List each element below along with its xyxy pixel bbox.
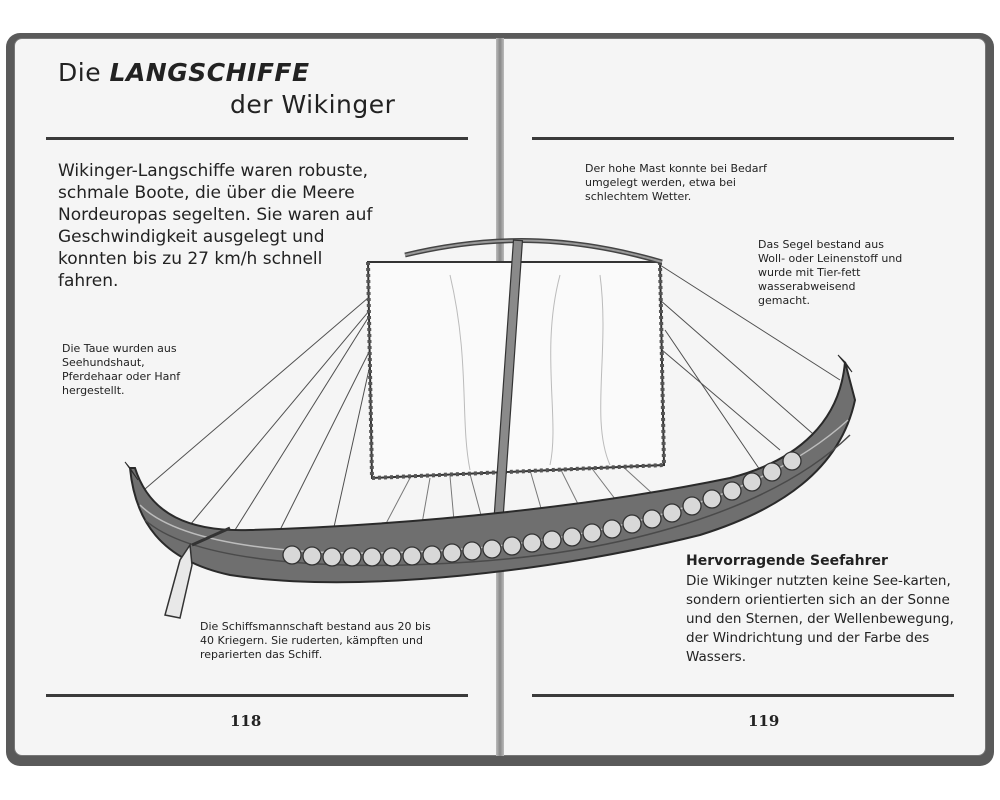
page-number-left: 118 [230,712,262,730]
intro-text: Wikinger-Langschiffe waren robuste, schmale Boote, die über die Meere Nordeuropas segelten. Sie waren auf Geschwindigkeit ausgelegt und konnten bis zu 27 km/h schnell fahren. [58,161,373,291]
sail-note: Das Segel bestand aus Woll- oder Leinenstoff und wurde mit Tier-fett wasserabweisend gemacht. [758,238,903,307]
page-title-line2: der Wikinger [230,90,396,119]
mast-note: Der hohe Mast konnte bei Bedarf umgelegt werden, etwa bei schlechtem Wetter. [585,162,767,203]
page-number-right: 119 [748,712,780,730]
section-body: Die Wikinger nutzten keine See-karten, sondern orientierten sich an der Sonne und den Sternen, der Wellenbewegung, der Windrichtung und der Farbe des Wassers. [686,573,954,665]
page-title-line1: Die LANGSCHIFFE [58,58,310,87]
ropes-note: Die Taue wurden aus Seehundshaut, Pferdehaar oder Hanf hergestellt. [62,342,181,397]
crew-note: Die Schiffsmannschaft bestand aus 20 bis 40 Kriegern. Sie ruderten, kämpften und reparierten das Schiff. [200,620,431,661]
section-heading: Hervorragende Seefahrer [686,553,888,569]
